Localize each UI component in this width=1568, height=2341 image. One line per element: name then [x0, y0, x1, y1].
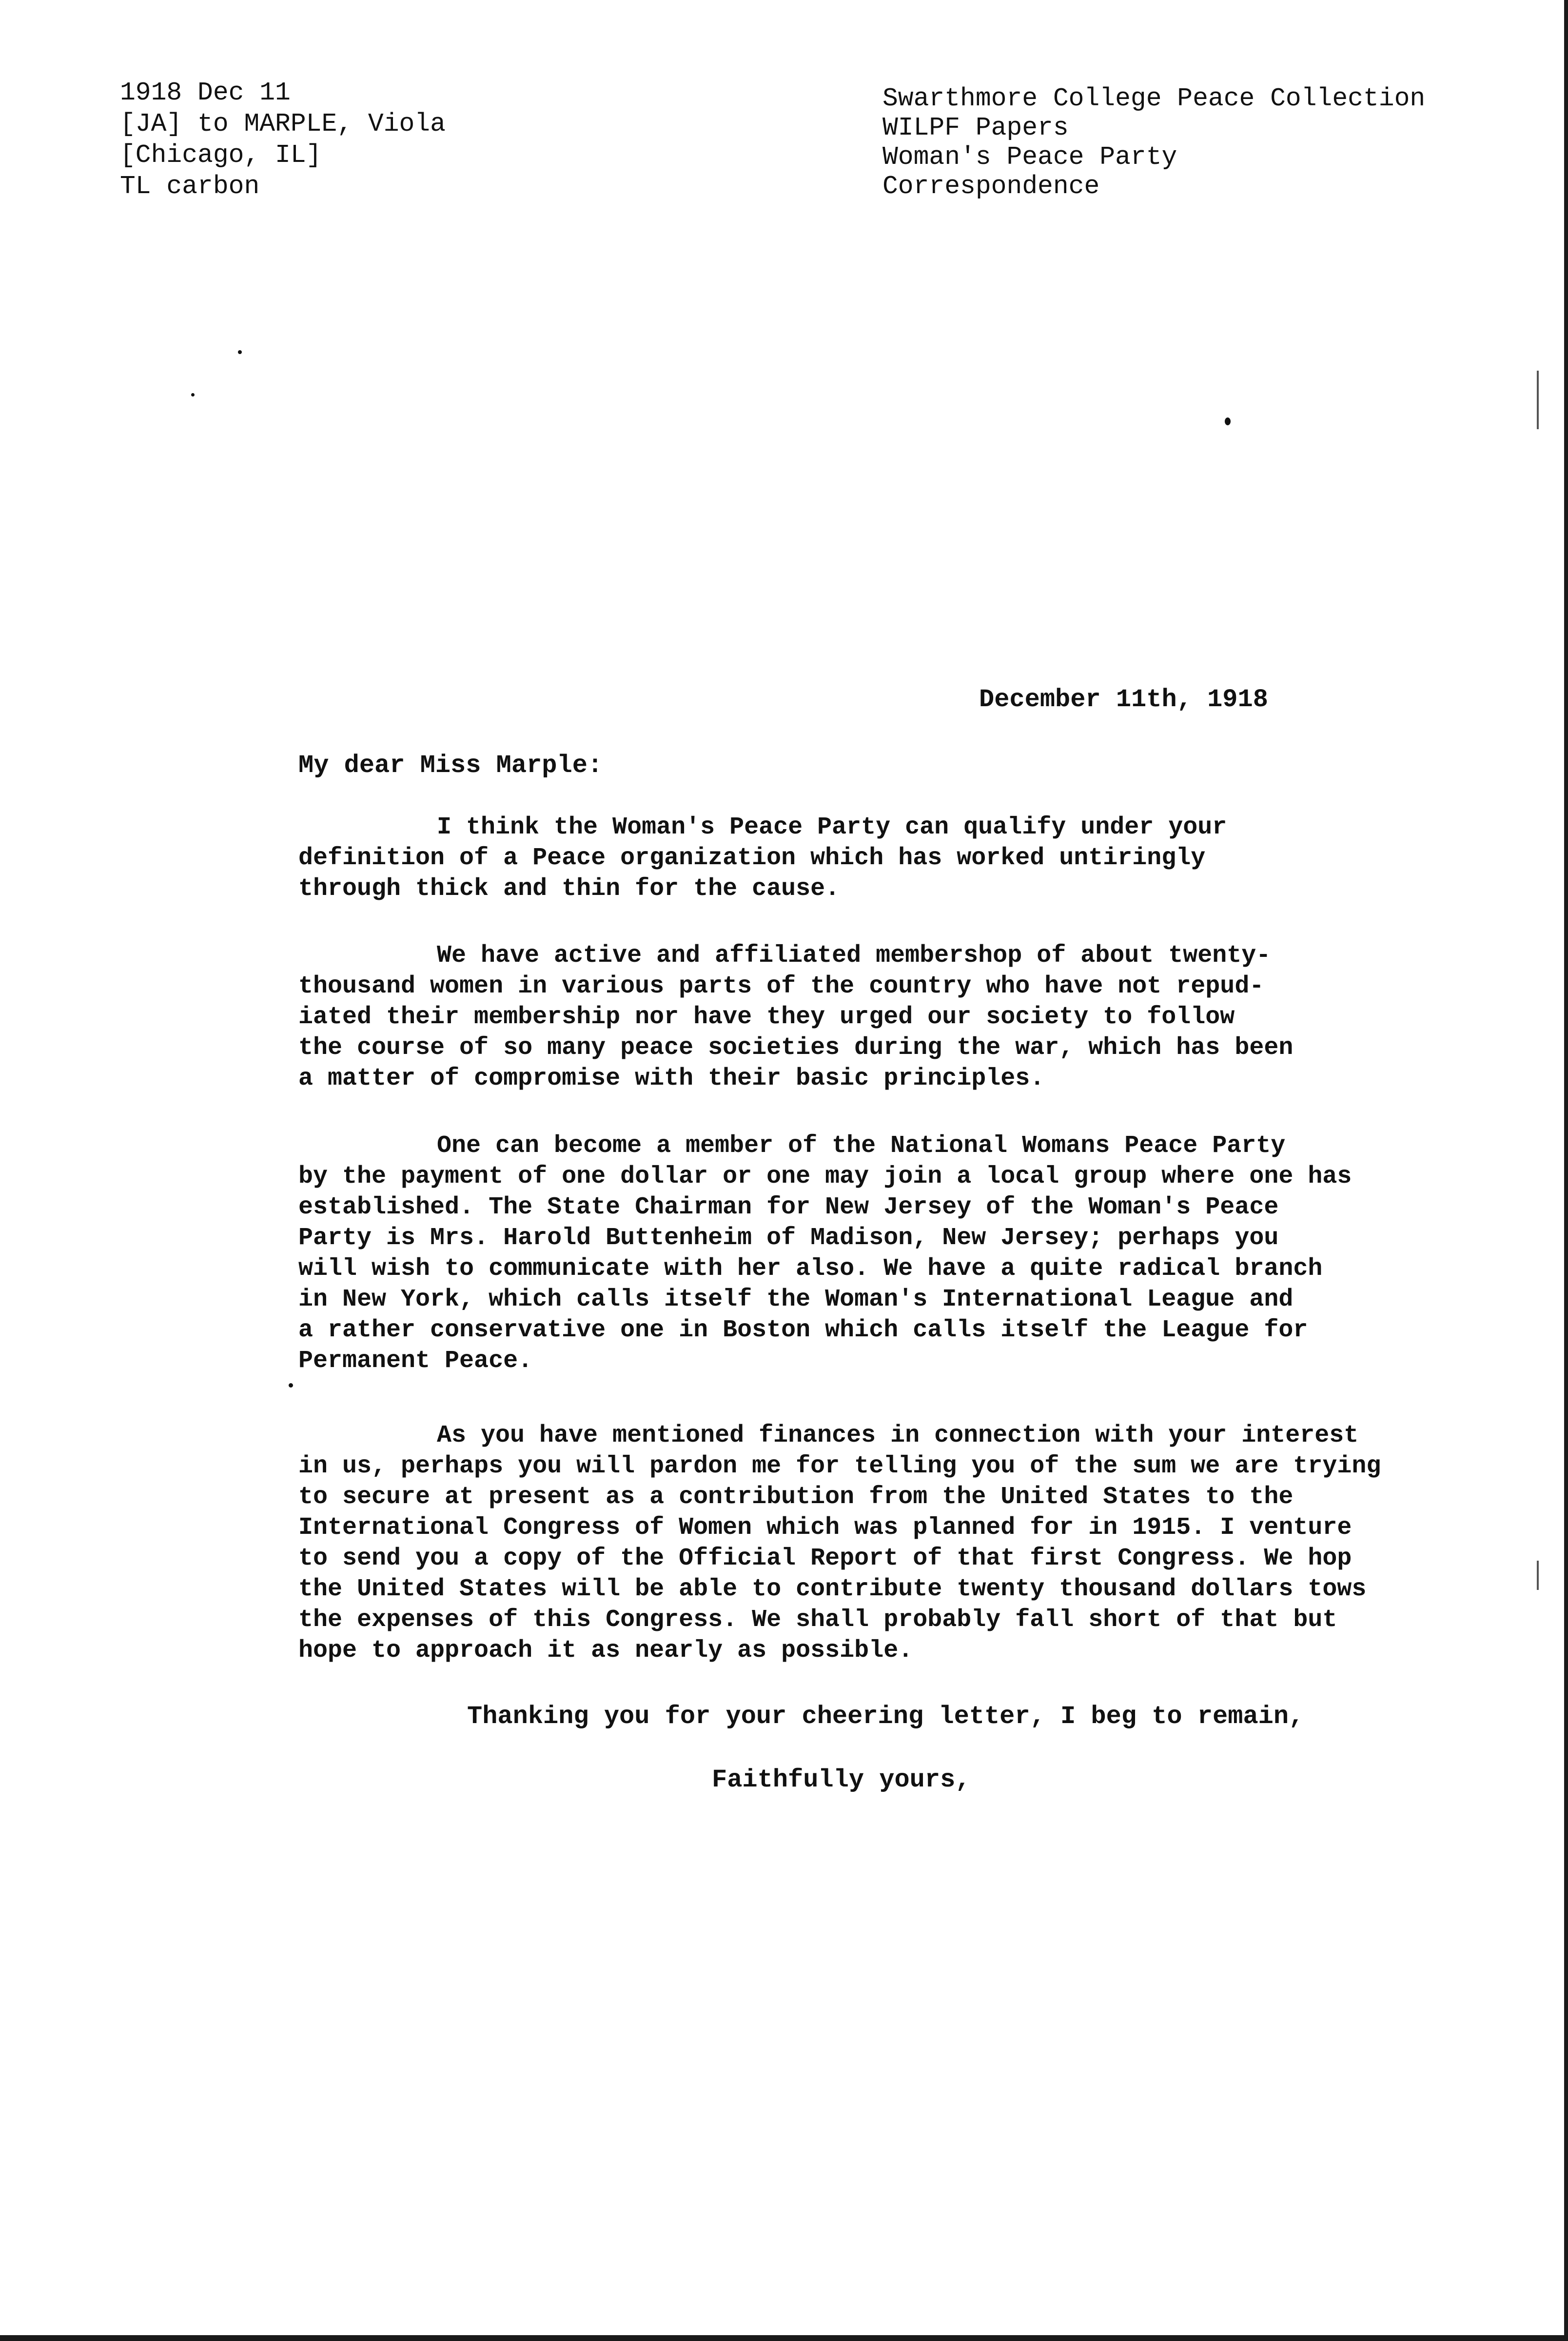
archive-format: TL carbon [120, 172, 260, 201]
letter-paragraph [298, 1420, 1478, 1666]
paragraph-line: in New York, which calls itself the Woman's International League and [298, 1286, 1294, 1313]
scan-speck [191, 393, 195, 397]
paragraph-line: hope to approach it as nearly as possible. [298, 1637, 913, 1665]
scan-speck [1225, 417, 1231, 425]
collection-name: Swarthmore College Peace Collection [882, 84, 1426, 113]
paragraph-line: established. The State Chairman for New Jersey of the Woman's Peace [298, 1193, 1279, 1221]
scan-border-right [1564, 0, 1568, 2341]
collection-citation [882, 84, 1425, 201]
paragraph-line: definition of a Peace organization which has worked untiringly [298, 844, 1206, 872]
scan-edge-mark [1537, 1561, 1539, 1590]
paragraph-line: the United States will be able to contribute twenty thousand dollars tows [298, 1575, 1367, 1603]
paragraph-line: Party is Mrs. Harold Buttenheim of Madison, New Jersey; perhaps you [298, 1224, 1279, 1252]
paragraph-line: One can become a member of the National Womans Peace Party [437, 1132, 1286, 1160]
paragraph-line: thousand women in various parts of the country who have not repud- [298, 972, 1264, 1000]
letter-signoff: Faithfully yours, [712, 1766, 971, 1794]
paragraph-line: a matter of compromise with their basic principles. [298, 1065, 1045, 1092]
paragraph-line: iated their membership nor have they urged our society to follow [298, 1003, 1235, 1031]
paragraph-line: I think the Woman's Peace Party can qualify under your [437, 813, 1227, 841]
letter-date: December 11th, 1918 [979, 685, 1268, 714]
paragraph-line: by the payment of one dollar or one may join a local group where one has [298, 1163, 1352, 1190]
paragraph-line: will wish to communicate with her also. We have a quite radical branch [298, 1255, 1323, 1283]
letter-salutation: My dear Miss Marple: [298, 751, 603, 780]
paragraph-line: the expenses of this Congress. We shall probably fall short of that but [298, 1606, 1337, 1634]
paragraph-line: the course of so many peace societies during the war, which has been [298, 1034, 1294, 1062]
paragraph-line: through thick and thin for the cause. [298, 875, 840, 903]
letter-paragraph [298, 1131, 1478, 1376]
scan-speck [238, 350, 242, 354]
paragraph-line: to secure at present as a contribution from the United States to the [298, 1483, 1294, 1511]
archive-date: 1918 Dec 11 [120, 78, 291, 107]
collection-series: WILPF Papers [882, 113, 1069, 142]
paragraph-line: a rather conservative one in Boston which calls itself the League for [298, 1316, 1308, 1344]
scan-speck [289, 1383, 293, 1388]
scan-edge-mark [1537, 371, 1539, 429]
paragraph-line: We have active and affiliated membershop of about twenty- [437, 942, 1271, 970]
collection-folder: Correspondence [882, 172, 1100, 201]
paragraph-line: International Congress of Women which was planned for in 1915. I venture [298, 1514, 1352, 1542]
archive-place: [Chicago, IL] [120, 140, 322, 170]
letter-paragraph [298, 940, 1478, 1094]
letter-paragraph [298, 812, 1478, 904]
collection-subseries: Woman's Peace Party [882, 142, 1177, 172]
paragraph-line: Permanent Peace. [298, 1347, 533, 1375]
letter-closing: Thanking you for your cheering letter, I beg to remain, [467, 1702, 1304, 1731]
archive-citation [120, 77, 446, 202]
scan-border-bottom [0, 2335, 1568, 2341]
paragraph-line: to send you a copy of the Official Report of that first Congress. We hop [298, 1545, 1352, 1572]
paragraph-line: in us, perhaps you will pardon me for telling you of the sum we are trying [298, 1452, 1381, 1480]
archive-correspondents: [JA] to MARPLE, Viola [120, 109, 446, 139]
paragraph-line: As you have mentioned finances in connection with your interest [437, 1422, 1359, 1449]
